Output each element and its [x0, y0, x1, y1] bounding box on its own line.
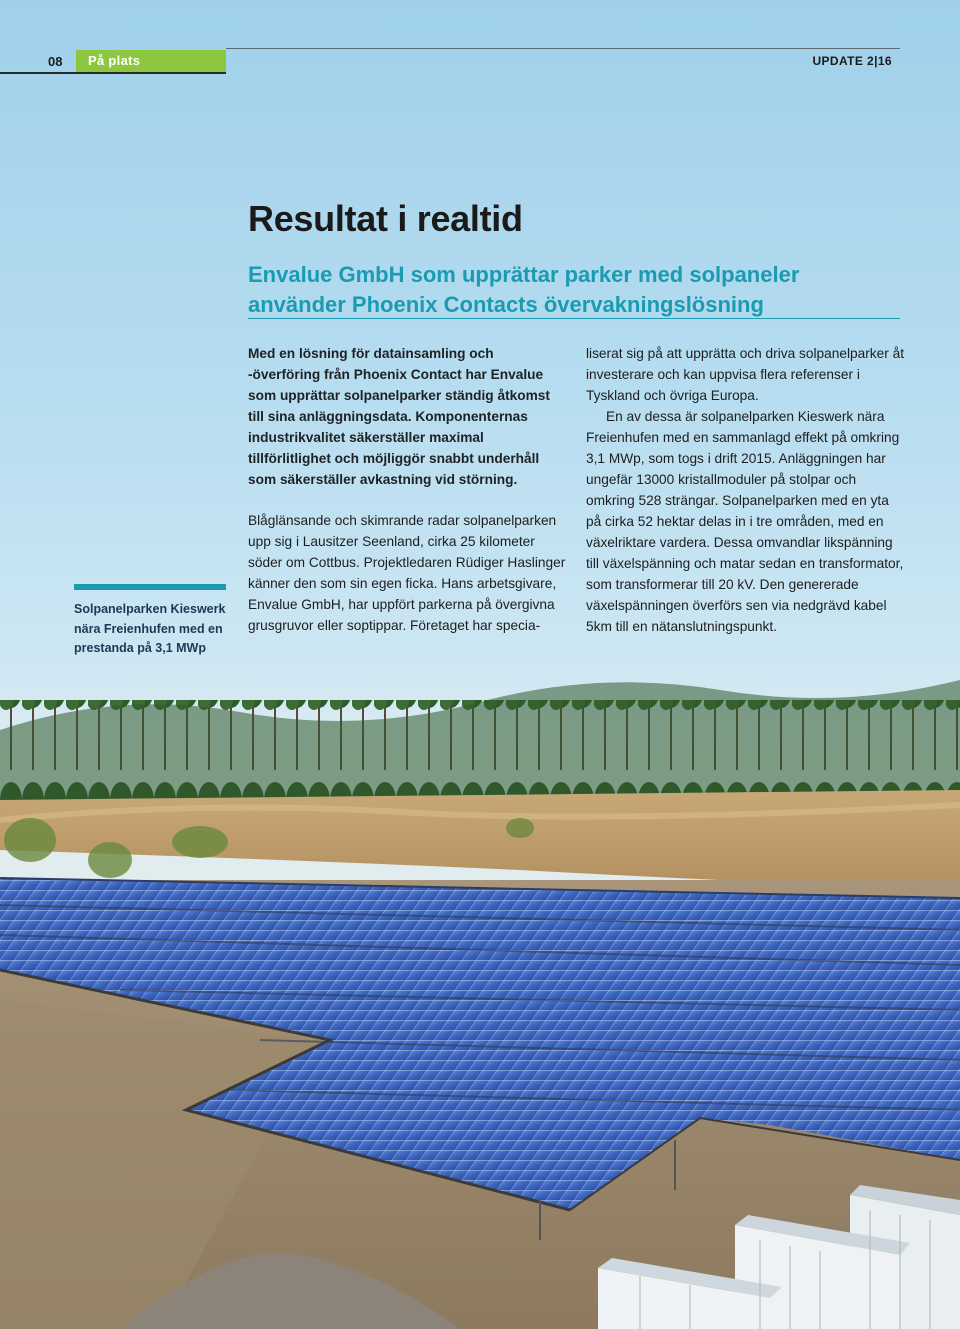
- article-subtitle: Envalue GmbH som upprättar parker med solpaneler använder Phoenix Contacts övervakningslösning: [248, 262, 800, 317]
- issue-label: UPDATE 2|16: [812, 54, 892, 68]
- photo-caption: Solpanelparken Kieswerk nära Freienhufen med en prestanda på 3,1 MWp: [74, 602, 226, 655]
- body-column-2: [586, 343, 906, 637]
- header-rule: [226, 48, 900, 49]
- body-paragraph: En av dessa är solpanelparken Kieswerk nära Freienhufen med en sammanlagd effekt på omkring 3,1 MWp, som togs i drift 2015. Anläggningen har ungefär 13000 kristallmoduler på stolpar och omkring 528 strängar. Solpanelparken med en yta på cirka 52 hektar delas in i tre områden, med en växelriktare vardera. Dessa omvandlar likspänning till växelspänning och matar sedan en transformator, som transformerar till 20 kV. Den genererade växelspänningen överförs sen via nedgrävd kabel 5km till en nätanslutningspunkt.: [586, 409, 904, 634]
- article-lead: [248, 343, 568, 490]
- page-number: 08: [48, 54, 63, 69]
- subtitle-rule: [248, 318, 900, 319]
- caption-accent-bar: [74, 584, 226, 590]
- header-rule-left: [0, 72, 226, 74]
- lead-paragraph: Med en lösning för datainsamling och -överföring från Phoenix Contact har Envalue som upprättar solpanelparker ständig åtkomst till sina anläggningsdata. Komponenternas industrikvalitet säkerställer maximal tillförlitlighet och möjliggör snabbt underhåll som säkerställer avkastning vid störning.: [248, 346, 550, 487]
- body-paragraph: liserat sig på att upprätta och driva solpanelparker åt investerare och kan uppvisa flera referenser i Tyskland och övriga Europa.: [586, 346, 905, 403]
- article-title: Resultat i realtid: [248, 198, 523, 239]
- body-column-1: [248, 510, 568, 636]
- section-tag: På plats: [76, 50, 226, 72]
- body-paragraph: Blåglänsande och skimrande radar solpanelparken upp sig i Lausitzer Seenland, cirka 25 kilometer söder om Cottbus. Projektledaren Rüdiger Haslinger känner den som sin egen ficka. Hans arbetsgivare, Envalue GmbH, har uppfört parkerna på övergivna grusgruvor eller soptippar. Företaget har specia-: [248, 513, 566, 633]
